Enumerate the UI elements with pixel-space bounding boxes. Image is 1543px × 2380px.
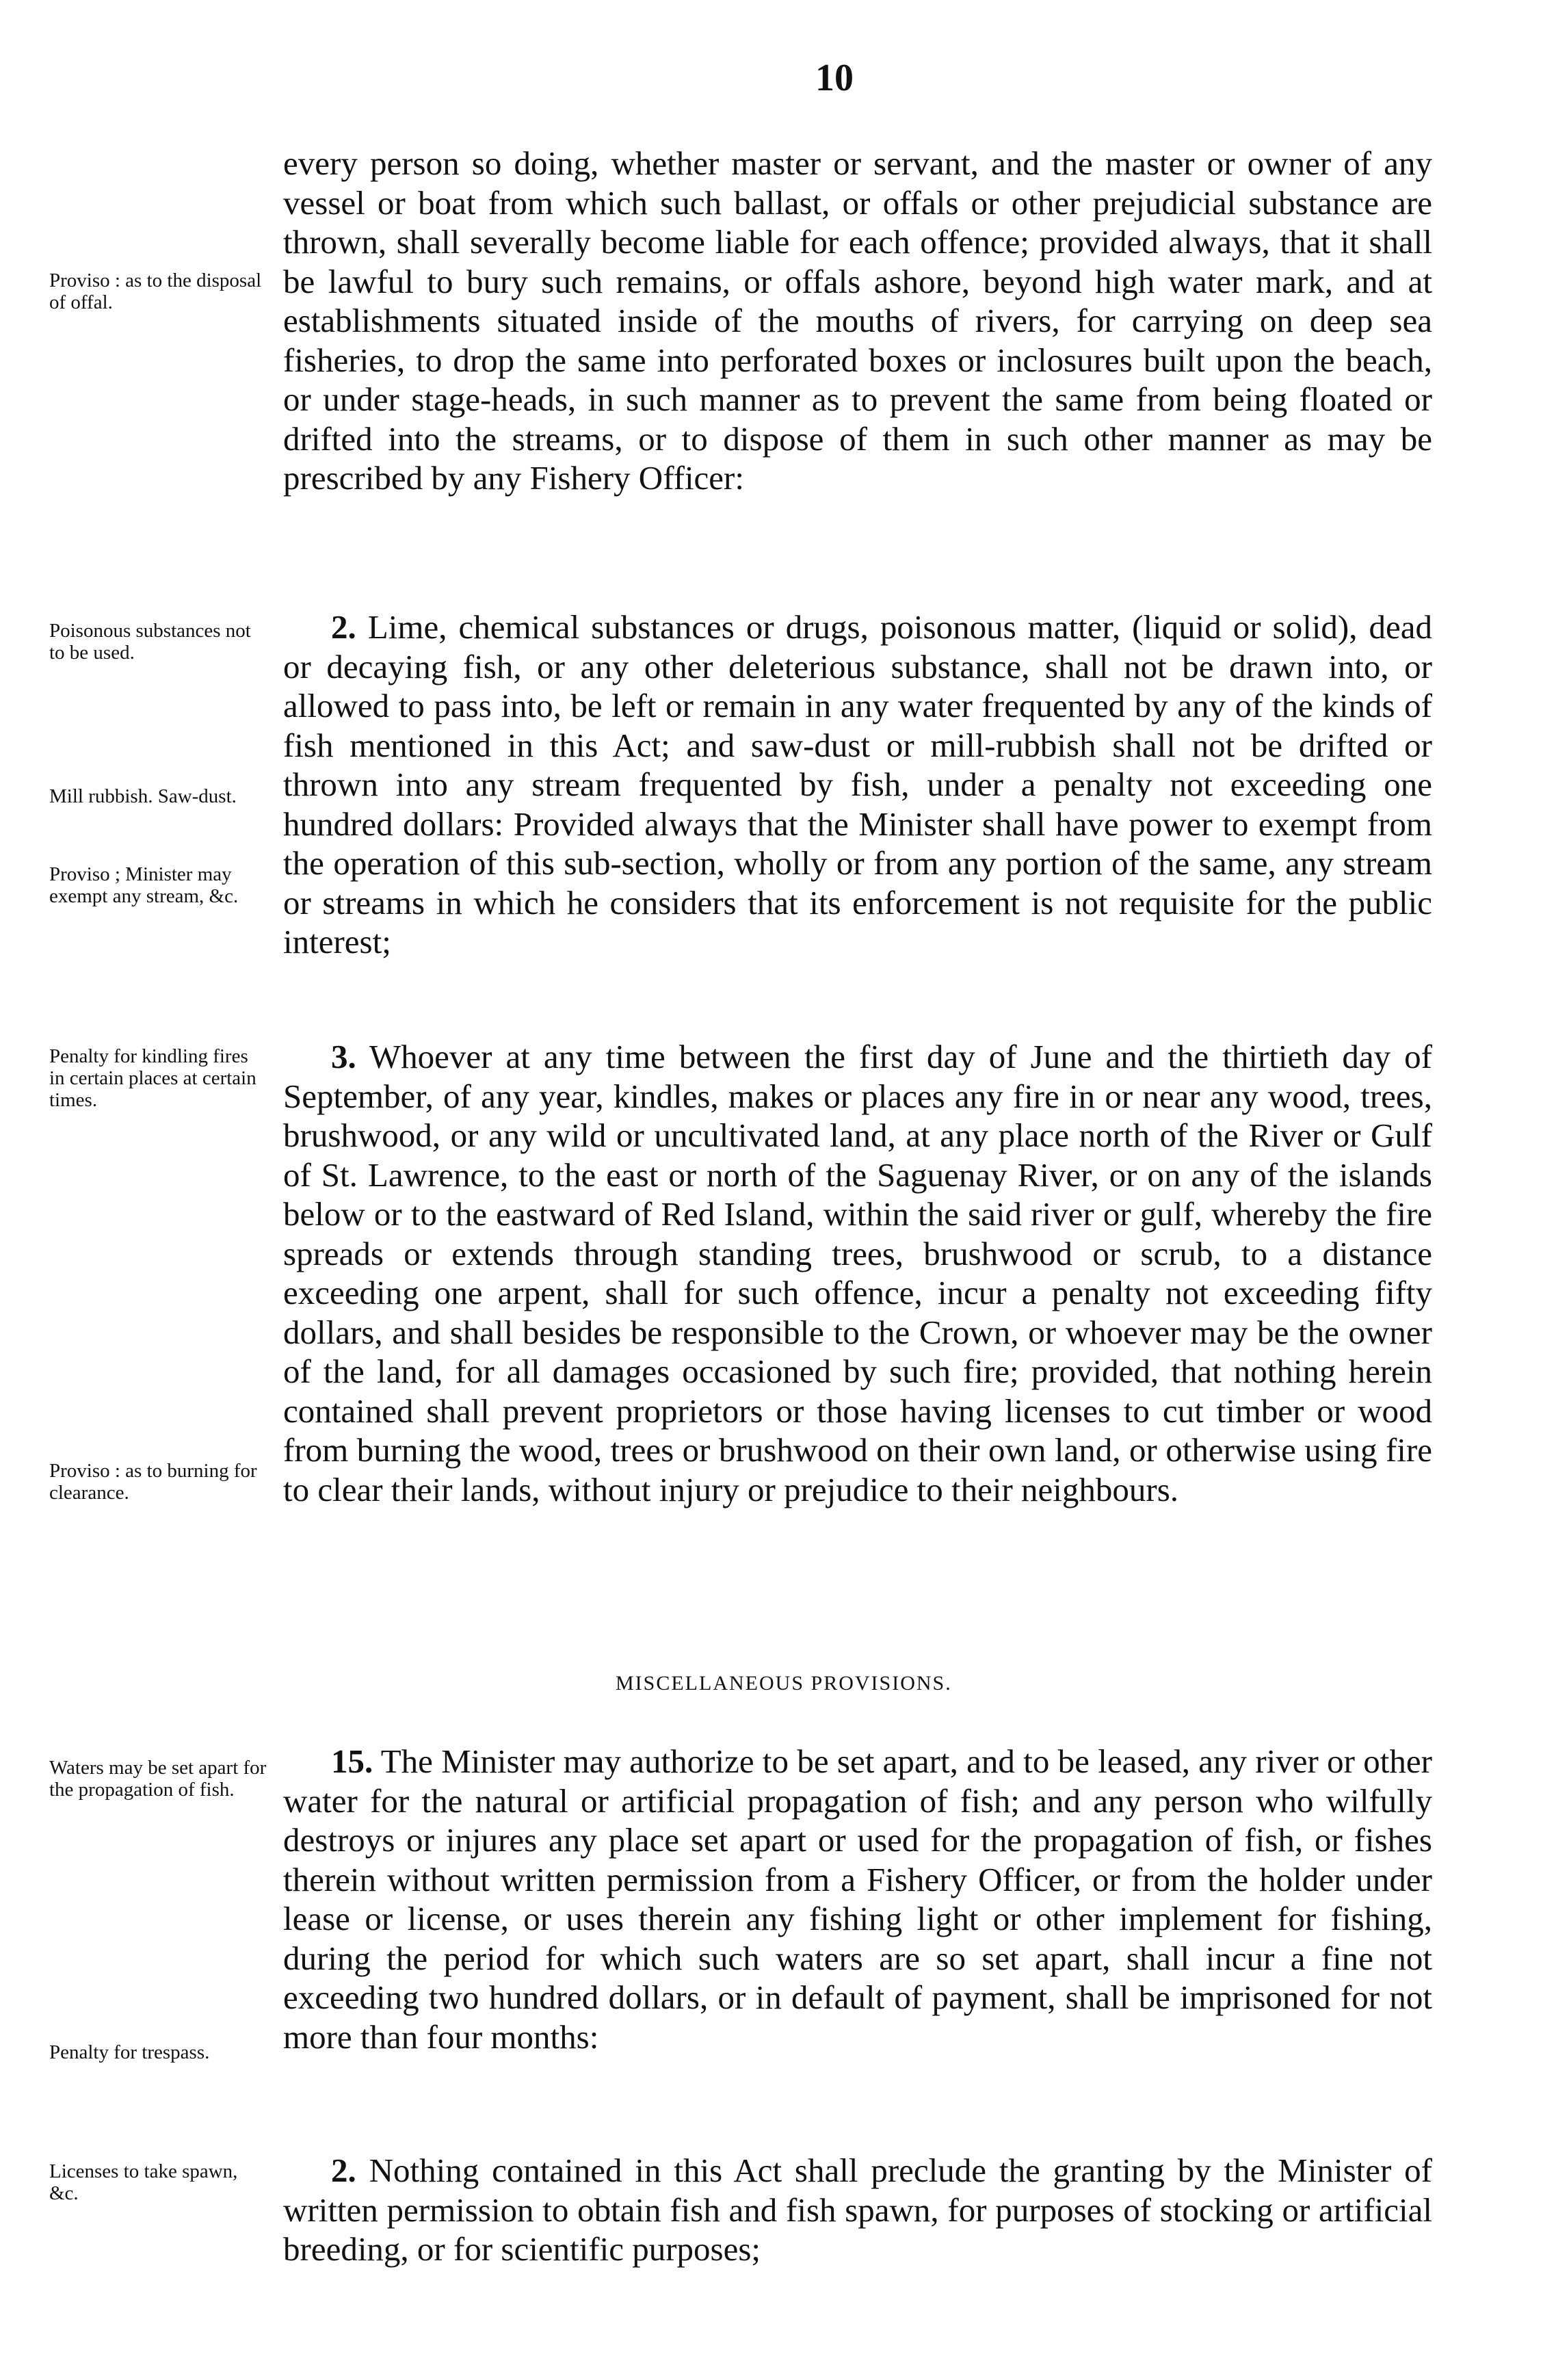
margin-note-licenses-spawn: Licenses to take spawn, &c. xyxy=(49,2160,238,2204)
paragraph-section-15-text: The Minister may authorize to be set apart, and to be leased, any river or other water for the natural or artificial propagation of fish; and any person who wilfully destroys or injures any place set apart or used for the propagation of fish, or fishes therein without written permission from a Fishery Officer, or from the holder under lease or license, or uses therein any fishing light or other implement for fishing, during the period for which such waters are so set apart, shall incur a fine not exceeding two hundred dollars, or in default of payment, shall be imprisoned for not more than four months: xyxy=(283,1742,1432,2056)
paragraph-section-2-text: Lime, chemical substances or drugs, poisonous matter, (liquid or solid), dead or decaying fish, or any other deleterious substance, shall not be drawn into, or allowed to pass into, be left or remain in any water frequented by any of the kinds of fish mentioned in this Act; and saw-dust or mill-rubbish shall not be drifted or thrown into any stream frequented by fish, under a penalty not exceeding one hundred dollars: Provided always that the Minister shall have power to exempt from the operation of this sub-section, wholly or from any portion of the same, any stream or streams in which he considers that its enforcement is not requisite for the public interest; xyxy=(283,608,1433,960)
margin-note-penalty-fires: Penalty for kindling fires in certain places at certain times. xyxy=(49,1045,256,1111)
section-number: 2. xyxy=(331,608,356,646)
section-number: 3. xyxy=(331,1038,356,1075)
paragraph-section-3-body xyxy=(283,1037,1432,1509)
paragraph-intro-text: every person so doing, whether master or servant, and the master or owner of any vessel or boat from which such ballast, or offals or other prejudicial substance are thrown, shall severally become liable for each offence; provided always, that it shall be lawful to bury such remains, or offals ashore, beyond high water mark, and at establishments situated inside of the mouths of rivers, for carrying on deep sea fisheries, to drop the same into perforated boxes or inclosures built upon the beach, or under stage-heads, in such manner as to prevent the same from being floated or drifted into the streams, or to dispose of them in such other manner as may be prescribed by any Fishery Officer: xyxy=(283,144,1432,497)
paragraph-section-15-body xyxy=(283,1742,1432,2056)
page-number: 10 xyxy=(815,57,854,99)
paragraph-section-15-2 xyxy=(283,2151,1432,2269)
paragraph-section-15-2-body xyxy=(283,2151,1432,2269)
section-heading: MISCELLANEOUS PROVISIONS. xyxy=(616,1672,952,1695)
margin-note-mill-rubbish: Mill rubbish. Saw-dust. xyxy=(49,785,237,807)
paragraph-section-2 xyxy=(283,607,1432,962)
margin-note-waters-set-apart: Waters may be set apart for the propagation of fish. xyxy=(49,1757,267,1801)
paragraph-section-3 xyxy=(283,1037,1432,1509)
margin-note-proviso-exempt: Proviso ; Minister may exempt any stream, &c. xyxy=(49,863,239,907)
paragraph-section-3-text: Whoever at any time between the first day of June and the thirtieth day of September, of any year, kindles, makes or places any fire in or near any wood, trees, brushwood, or any wild or uncultivated land, at any place north of the River or Gulf of St. Lawrence, to the east or north of the Saguenay River, or on any of the islands below or to the eastward of Red Island, within the said river or gulf, whereby the fire spreads or extends through standing trees, brushwood or scrub, to a distance exceeding one arpent, shall for such offence, incur a penalty not exceeding fifty dollars, and shall besides be responsible to the Crown, or whoever may be the owner of the land, for all damages occasioned by such fire; provided, that nothing herein contained shall prevent proprietors or those having licenses to cut timber or wood from burning the wood, trees or brushwood on their own land, or otherwise using fire to clear their lands, without injury or prejudice to their neighbours. xyxy=(283,1038,1433,1508)
section-number: 15. xyxy=(331,1742,373,1780)
margin-note-penalty-trespass: Penalty for trespass. xyxy=(49,2041,210,2063)
margin-note-proviso-burning: Proviso : as to burning for clearance. xyxy=(49,1460,257,1504)
paragraph-section-2-body xyxy=(283,607,1432,962)
margin-note-proviso-offal: Proviso : as to the disposal of offal. xyxy=(49,270,262,313)
section-number: 2. xyxy=(331,2152,356,2189)
paragraph-section-15 xyxy=(283,1742,1432,2056)
paragraph-intro xyxy=(283,144,1432,498)
margin-note-poisonous: Poisonous substances not to be used. xyxy=(49,620,251,664)
paragraph-section-15-2-text: Nothing contained in this Act shall preclude the granting by the Minister of written permission to obtain fish and fish spawn, for purposes of stocking or artificial breeding, or for scientific purposes; xyxy=(283,2152,1432,2268)
